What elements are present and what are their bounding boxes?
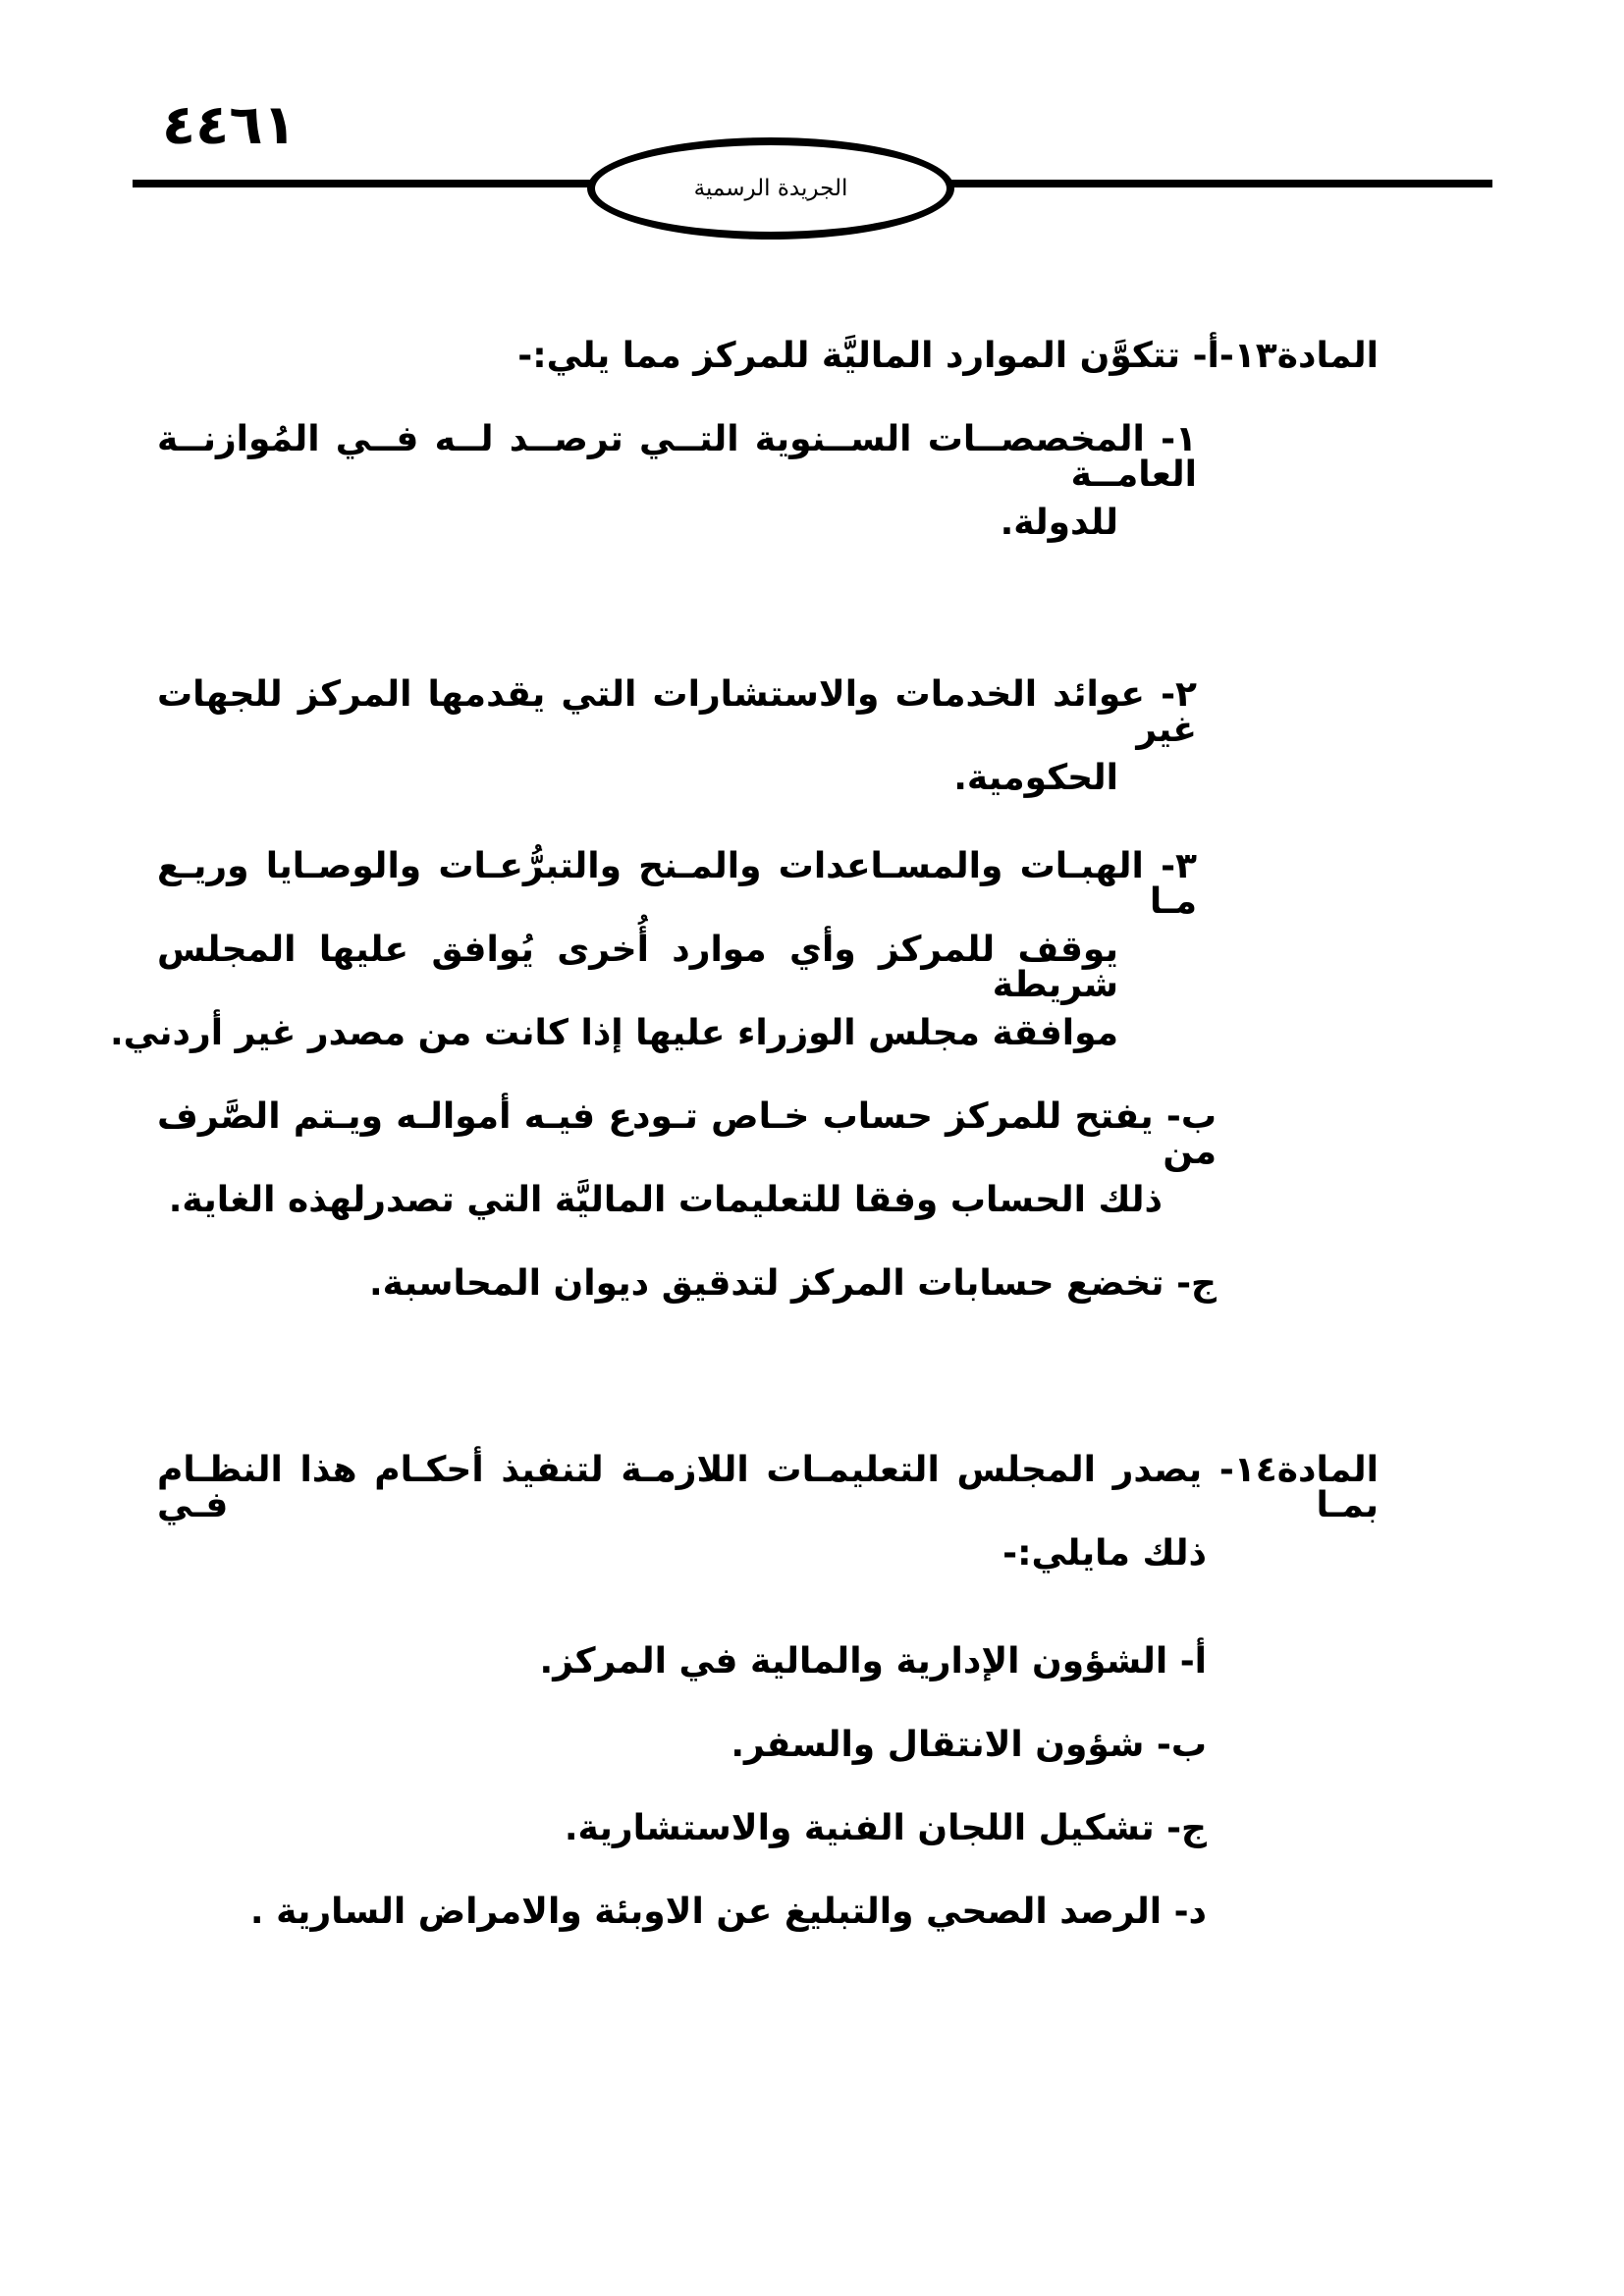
header-oval <box>587 137 954 240</box>
article-14-item-b: ب- شؤون الانتقال والسفر. <box>731 1725 1207 1765</box>
gazette-title: الجريدة الرسمية <box>693 176 848 201</box>
article-13-heading: المادة١٣-أ- تتكوَّن الموارد الماليَّة للمركز مما يلي:- <box>517 336 1379 376</box>
article-13-item-1-line-2: للدولة. <box>1000 503 1118 543</box>
article-13-item-2-line-1: ٢- عوائد الخدمات والاستشارات التي يقدمها المركز للجهات غير <box>157 674 1197 750</box>
article-13-b-line-2: ذلك الحساب وفقا للتعليمات الماليَّة التي تصدرلهذه الغاية. <box>168 1180 1163 1220</box>
article-13-item-3-line-1: ٣- الهبـات والمسـاعدات والمـنح والتبرُّعـات والوصـايا وريـع مـا <box>157 846 1197 922</box>
article-13-b-line-1: ب- يفتح للمركز حساب خـاص تـودع فيـه أموالـه ويـتم الصَّرف من <box>157 1096 1217 1172</box>
article-14-heading-line-2: ذلك مايلي:- <box>1002 1533 1207 1574</box>
article-13-c-line-1: ج- تخضع حسابات المركز لتدقيق ديوان المحاسبة. <box>368 1263 1217 1304</box>
article-13-item-3-line-3: موافقة مجلس الوزراء عليها إذا كانت من مصدر غير أردني. <box>109 1013 1118 1053</box>
article-14-heading-line-1: المادة١٤- يصدر المجلس التعليمـات اللازمـة لتنفيذ أحكـام هذا النظـام بمـا فـي <box>157 1450 1379 1525</box>
article-14-item-d: د- الرصد الصحي والتبليغ عن الاوبئة والامراض السارية . <box>249 1892 1207 1932</box>
page-number: ٤٤٦١ <box>162 93 297 157</box>
article-13-item-3-line-2: يوقف للمركز وأي موارد أُخرى يُوافق عليها المجلس شريطة <box>157 930 1118 1005</box>
article-14-item-a: أ- الشؤون الإدارية والمالية في المركز. <box>539 1641 1207 1682</box>
article-14-item-c: ج- تشكيل اللجان الفنية والاستشارية. <box>564 1808 1207 1848</box>
article-13-item-1-line-1: ١- المخصصــات الســنوية التــي ترصــد لــه فــي المُوازنــة العامــة <box>157 419 1197 495</box>
article-13-item-2-line-2: الحكومية. <box>953 758 1118 798</box>
